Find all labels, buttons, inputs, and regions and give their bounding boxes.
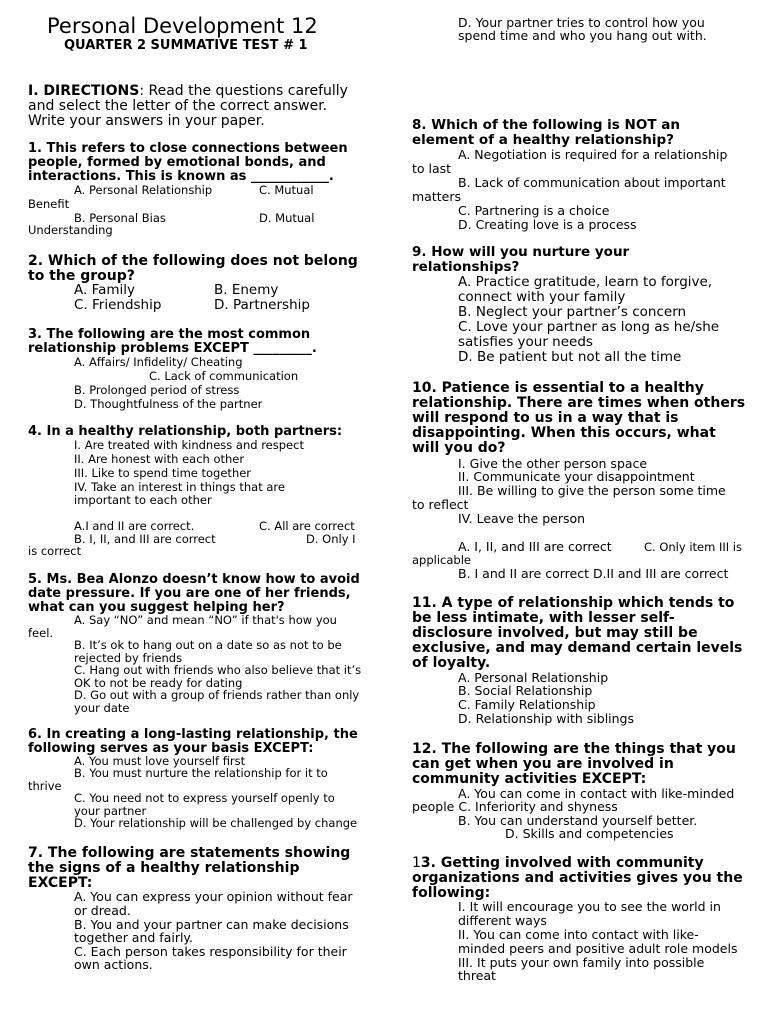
q11-option-b: B. Social Relationship — [458, 683, 593, 698]
q2-stem-2: to the group? — [28, 268, 135, 284]
page-title: Personal Development 12 — [47, 14, 318, 38]
q3-option-a: A. Affairs/ Infidelity/ Cheating — [74, 355, 243, 369]
q11-option-a: A. Personal Relationship — [458, 670, 609, 685]
q7-option-b-cont: together and fairly. — [74, 930, 194, 945]
q5-option-a-cont: feel. — [28, 626, 54, 640]
q10-option-c-cont: applicable — [412, 553, 471, 567]
q5-stem-2: date pressure. If you are one of her friends, — [28, 586, 351, 601]
q3-option-c: C. Lack of communication — [149, 369, 299, 383]
q7-option-b: B. You and your partner can make decisions — [74, 917, 349, 932]
q4-option-c: C. All are correct — [259, 519, 355, 533]
q11-option-d: D. Relationship with siblings — [458, 711, 635, 726]
q7-option-d-cont: spend time and who you hang out with. — [458, 28, 707, 43]
q11-stem-5: of loyalty. — [412, 655, 491, 671]
q1-stem-3: interactions. This is known as ____________. — [28, 169, 334, 184]
q9-option-c: C. Love your partner as long as he/she — [458, 319, 720, 335]
q4-item-1: I. Are treated with kindness and respect — [74, 438, 304, 452]
q8-option-b-cont: matters — [412, 189, 461, 204]
q7-option-a-cont: or dread. — [74, 903, 131, 918]
q9-stem-2: relationships? — [412, 259, 520, 275]
q11-stem-3: disclosure involved, but may still be — [412, 625, 698, 641]
q6-option-b-cont: thrive — [28, 779, 62, 793]
q7-option-a: A. You can express your opinion without fear — [74, 889, 353, 904]
q11-stem-4: exclusive, and may demand certain levels — [412, 640, 743, 656]
q9-option-a: A. Practice gratitude, learn to forgive, — [458, 274, 713, 290]
q6-stem-1: 6. In creating a long-lasting relationship, the — [28, 727, 358, 742]
q6-option-c-cont: your partner — [74, 804, 147, 818]
q12-stem-2: can get when you are involved in — [412, 756, 674, 772]
q3-option-b: B. Prolonged period of stress — [74, 383, 240, 397]
q10-option-a: A. I, II, and III are correct — [458, 539, 612, 554]
q4-option-d: D. Only I — [306, 532, 356, 546]
q3-stem-2: relationship problems EXCEPT _________. — [28, 341, 317, 356]
q8-stem-2: element of a healthy relationship? — [412, 132, 674, 148]
q10-stem-5: will you do? — [412, 440, 506, 456]
directions-label: I. DIRECTIONS — [28, 83, 140, 99]
q10-option-b-d: B. I and II are correct D.II and III are correct — [458, 566, 729, 581]
q1-stem-2: people, formed by emotional bonds, and — [28, 155, 326, 170]
q13-stem-1-text: 3. Getting involved with community — [420, 855, 704, 871]
q13-item-1-cont: different ways — [458, 913, 547, 928]
q2-option-d: D. Partnership — [214, 297, 310, 313]
q5-option-b: B. It’s ok to hang out on a date so as not to be — [74, 638, 342, 652]
page-subtitle: QUARTER 2 SUMMATIVE TEST # 1 — [64, 38, 308, 53]
q13-item-3-cont: threat — [458, 968, 496, 983]
q13-item-2: II. You can come into contact with like- — [458, 927, 699, 942]
directions-line-2: and select the letter of the correct answer. — [28, 98, 328, 114]
q11-stem-1: 11. A type of relationship which tends to — [412, 595, 735, 611]
q8-stem-1: 8. Which of the following is NOT an — [412, 117, 680, 133]
q1-option-c: C. Mutual — [259, 183, 314, 197]
q3-stem-1: 3. The following are the most common — [28, 327, 311, 342]
q13-stem-3: following: — [412, 885, 491, 901]
q8-option-a: A. Negotiation is required for a relationship — [458, 147, 728, 162]
q4-item-4-cont: important to each other — [74, 493, 212, 507]
q13-item-2-cont: minded peers and positive adult role models — [458, 941, 738, 956]
q2-option-a: A. Family — [74, 282, 136, 298]
q12-option-b: B. You can understand yourself better. — [458, 813, 698, 828]
q4-item-3: III. Like to spend time together — [74, 466, 252, 480]
q4-stem-1: 4. In a healthy relationship, both partners: — [28, 424, 343, 439]
q6-option-b: B. You must nurture the relationship for it to — [74, 766, 328, 780]
q5-stem-3: what can you suggest helping her? — [28, 600, 285, 615]
q1-stem-1: 1. This refers to close connections between — [28, 141, 348, 156]
q9-option-d: D. Be patient but not all the time — [458, 349, 682, 365]
q7-option-d: D. Your partner tries to control how you — [458, 15, 705, 30]
q1-option-b: B. Personal Bias — [74, 211, 166, 225]
q5-stem-1: 5. Ms. Bea Alonzo doesn’t know how to avoid — [28, 572, 360, 587]
q8-option-a-cont: to last — [412, 161, 452, 176]
q13-number-prefix: 1 — [412, 855, 421, 871]
q11-option-c: C. Family Relationship — [458, 697, 596, 712]
q5-option-c-cont: OK to not be ready for dating — [74, 676, 243, 690]
q9-option-b: B. Neglect your partner’s concern — [458, 304, 687, 320]
q8-option-b: B. Lack of communication about important — [458, 175, 726, 190]
q4-option-b: B. I, II, and III are correct — [74, 532, 216, 546]
q10-stem-2: relationship. There are times when others — [412, 395, 746, 411]
q10-item-4: IV. Leave the person — [458, 511, 586, 526]
q12-option-d: D. Skills and competencies — [505, 826, 674, 841]
q10-item-2: II. Communicate your disappointment — [458, 469, 695, 484]
q10-item-3-cont: to reflect — [412, 497, 469, 512]
q7-stem-3: EXCEPT: — [28, 875, 93, 891]
q11-stem-2: be less intimate, with lesser self- — [412, 610, 675, 626]
q8-option-d: D. Creating love is a process — [458, 217, 637, 232]
q8-option-c: C. Partnering is a choice — [458, 203, 610, 218]
q6-option-c: C. You need not to express yourself openly to — [74, 791, 335, 805]
q10-item-3: III. Be willing to give the person some time — [458, 483, 726, 498]
q5-option-d-cont: your date — [74, 701, 130, 715]
q6-option-a: A. You must love yourself first — [74, 754, 246, 768]
q10-stem-3: will respond to us in a way that is — [412, 410, 679, 426]
q7-option-c: C. Each person takes responsibility for their — [74, 944, 347, 959]
q9-stem-1: 9. How will you nurture your — [412, 244, 630, 260]
q6-stem-2: following serves as your basis EXCEPT: — [28, 741, 314, 756]
q1-option-d-cont: Understanding — [28, 223, 113, 237]
q12-option-a-cont-c: people C. Inferiority and shyness — [412, 799, 618, 814]
q5-option-b-cont: rejected by friends — [74, 651, 183, 665]
q13-item-1: I. It will encourage you to see the world in — [458, 899, 721, 914]
q10-stem-1: 10. Patience is essential to a healthy — [412, 380, 704, 396]
q6-option-d: D. Your relationship will be challenged by change — [74, 816, 358, 830]
q4-item-4: IV. Take an interest in things that are — [74, 480, 285, 494]
q5-option-d: D. Go out with a group of friends rather than only — [74, 688, 360, 702]
q12-stem-3: community activities EXCEPT: — [412, 771, 647, 787]
q9-option-c-cont: satisfies your needs — [458, 334, 593, 350]
q10-item-1: I. Give the other person space — [458, 456, 648, 471]
q13-item-3: III. It puts your own family into possible — [458, 955, 705, 970]
q13-stem-1 — [412, 855, 704, 871]
q12-stem-1: 12. The following are the things that you — [412, 741, 736, 757]
q7-stem-1: 7. The following are statements showing — [28, 845, 351, 861]
q1-option-d: D. Mutual — [259, 211, 315, 225]
q2-stem-1: 2. Which of the following does not belong — [28, 253, 358, 269]
q2-option-c: C. Friendship — [74, 297, 162, 313]
directions-line-1 — [28, 83, 348, 99]
q4-option-d-cont: is correct — [28, 544, 82, 558]
directions-text: : Read the questions carefully — [139, 83, 348, 99]
q4-option-a: A.I and II are correct. — [74, 519, 195, 533]
q3-option-d: D. Thoughtfulness of the partner — [74, 397, 263, 411]
q10-stem-4: disappointing. When this occurs, what — [412, 425, 716, 441]
directions-line-3: Write your answers in your paper. — [28, 113, 265, 129]
q4-item-2: II. Are honest with each other — [74, 452, 245, 466]
q5-option-a: A. Say “NO” and mean “NO” if that's how you — [74, 613, 337, 627]
q7-option-c-cont: own actions. — [74, 957, 153, 972]
q9-option-a-cont: connect with your family — [458, 289, 626, 305]
q2-option-b: B. Enemy — [214, 282, 279, 298]
q1-option-c-cont: Benefit — [28, 197, 70, 211]
q10-option-c: C. Only item III is — [644, 540, 742, 554]
q13-stem-2: organizations and activities gives you the — [412, 870, 743, 886]
q12-option-a: A. You can come in contact with like-minded — [458, 786, 735, 801]
q7-stem-2: the signs of a healthy relationship — [28, 860, 300, 876]
q5-option-c: C. Hang out with friends who also believe that it’s — [74, 663, 362, 677]
q1-option-a: A. Personal Relationship — [74, 183, 213, 197]
